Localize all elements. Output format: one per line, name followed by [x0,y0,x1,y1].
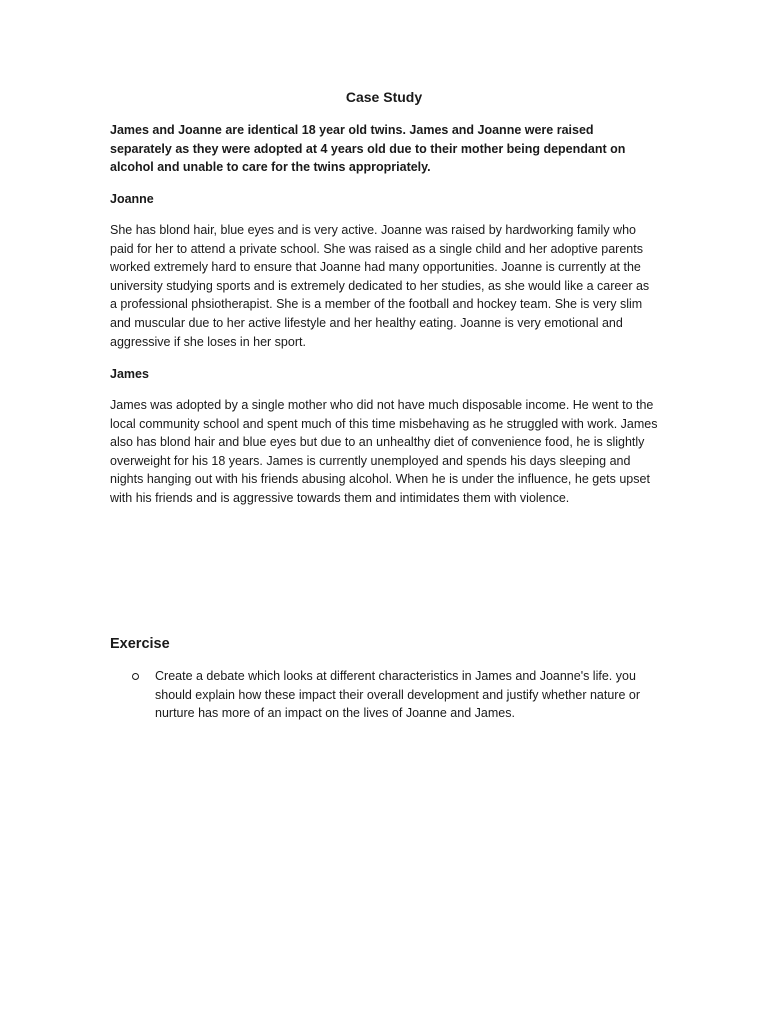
document-title: Case Study [345,89,423,105]
exercise-list-item [110,667,660,723]
section-heading-james: James [110,367,149,381]
exercise-item-text: Create a debate which looks at different characteristics in James and Joanne's life. you should explain how these impact their overall development and justify whether nature or nurture has more of an impact on the lives of Joanne and James. [155,669,640,721]
section-body-james: James was adopted by a single mother who did not have much disposable income. He went to the local community school and spent much of this time misbehaving as he struggled with work. James also has blond hair and blue eyes but due to an unhealthy diet of convenience food, he is slightly overweight for his 18 years. James is currently unemployed and spends his days sleeping and nights hanging out with his friends abusing alcohol. When he is under the influence, he gets upset with his friends and is aggressive towards them and intimidates them with violence. [110,398,658,505]
exercise-heading: Exercise [110,636,170,652]
hollow-bullet-icon [132,673,139,680]
section-heading-joanne: Joanne [110,192,154,206]
exercise-list [110,667,660,723]
section-body-joanne: She has blond hair, blue eyes and is very active. Joanne was raised by hardworking family who paid for her to attend a private school. She was raised as a single child and her adoptive parents worked extremely hard to ensure that Joanne had many opportunities. Joanne is currently at the university studying sports and is extremely dedicated to her studies, as she would like a career as a professional phsiotherapist. She is a member of the football and hockey team. She is very slim and muscular due to her active lifestyle and her healthy eating. Joanne is very emotional and aggressive if she loses in her sport. [110,223,650,349]
intro-paragraph: James and Joanne are identical 18 year old twins. James and Joanne were raised separately as they were adopted at 4 years old due to their mother being dependant on alcohol and unable to care for the twins appropriately. [110,123,626,175]
